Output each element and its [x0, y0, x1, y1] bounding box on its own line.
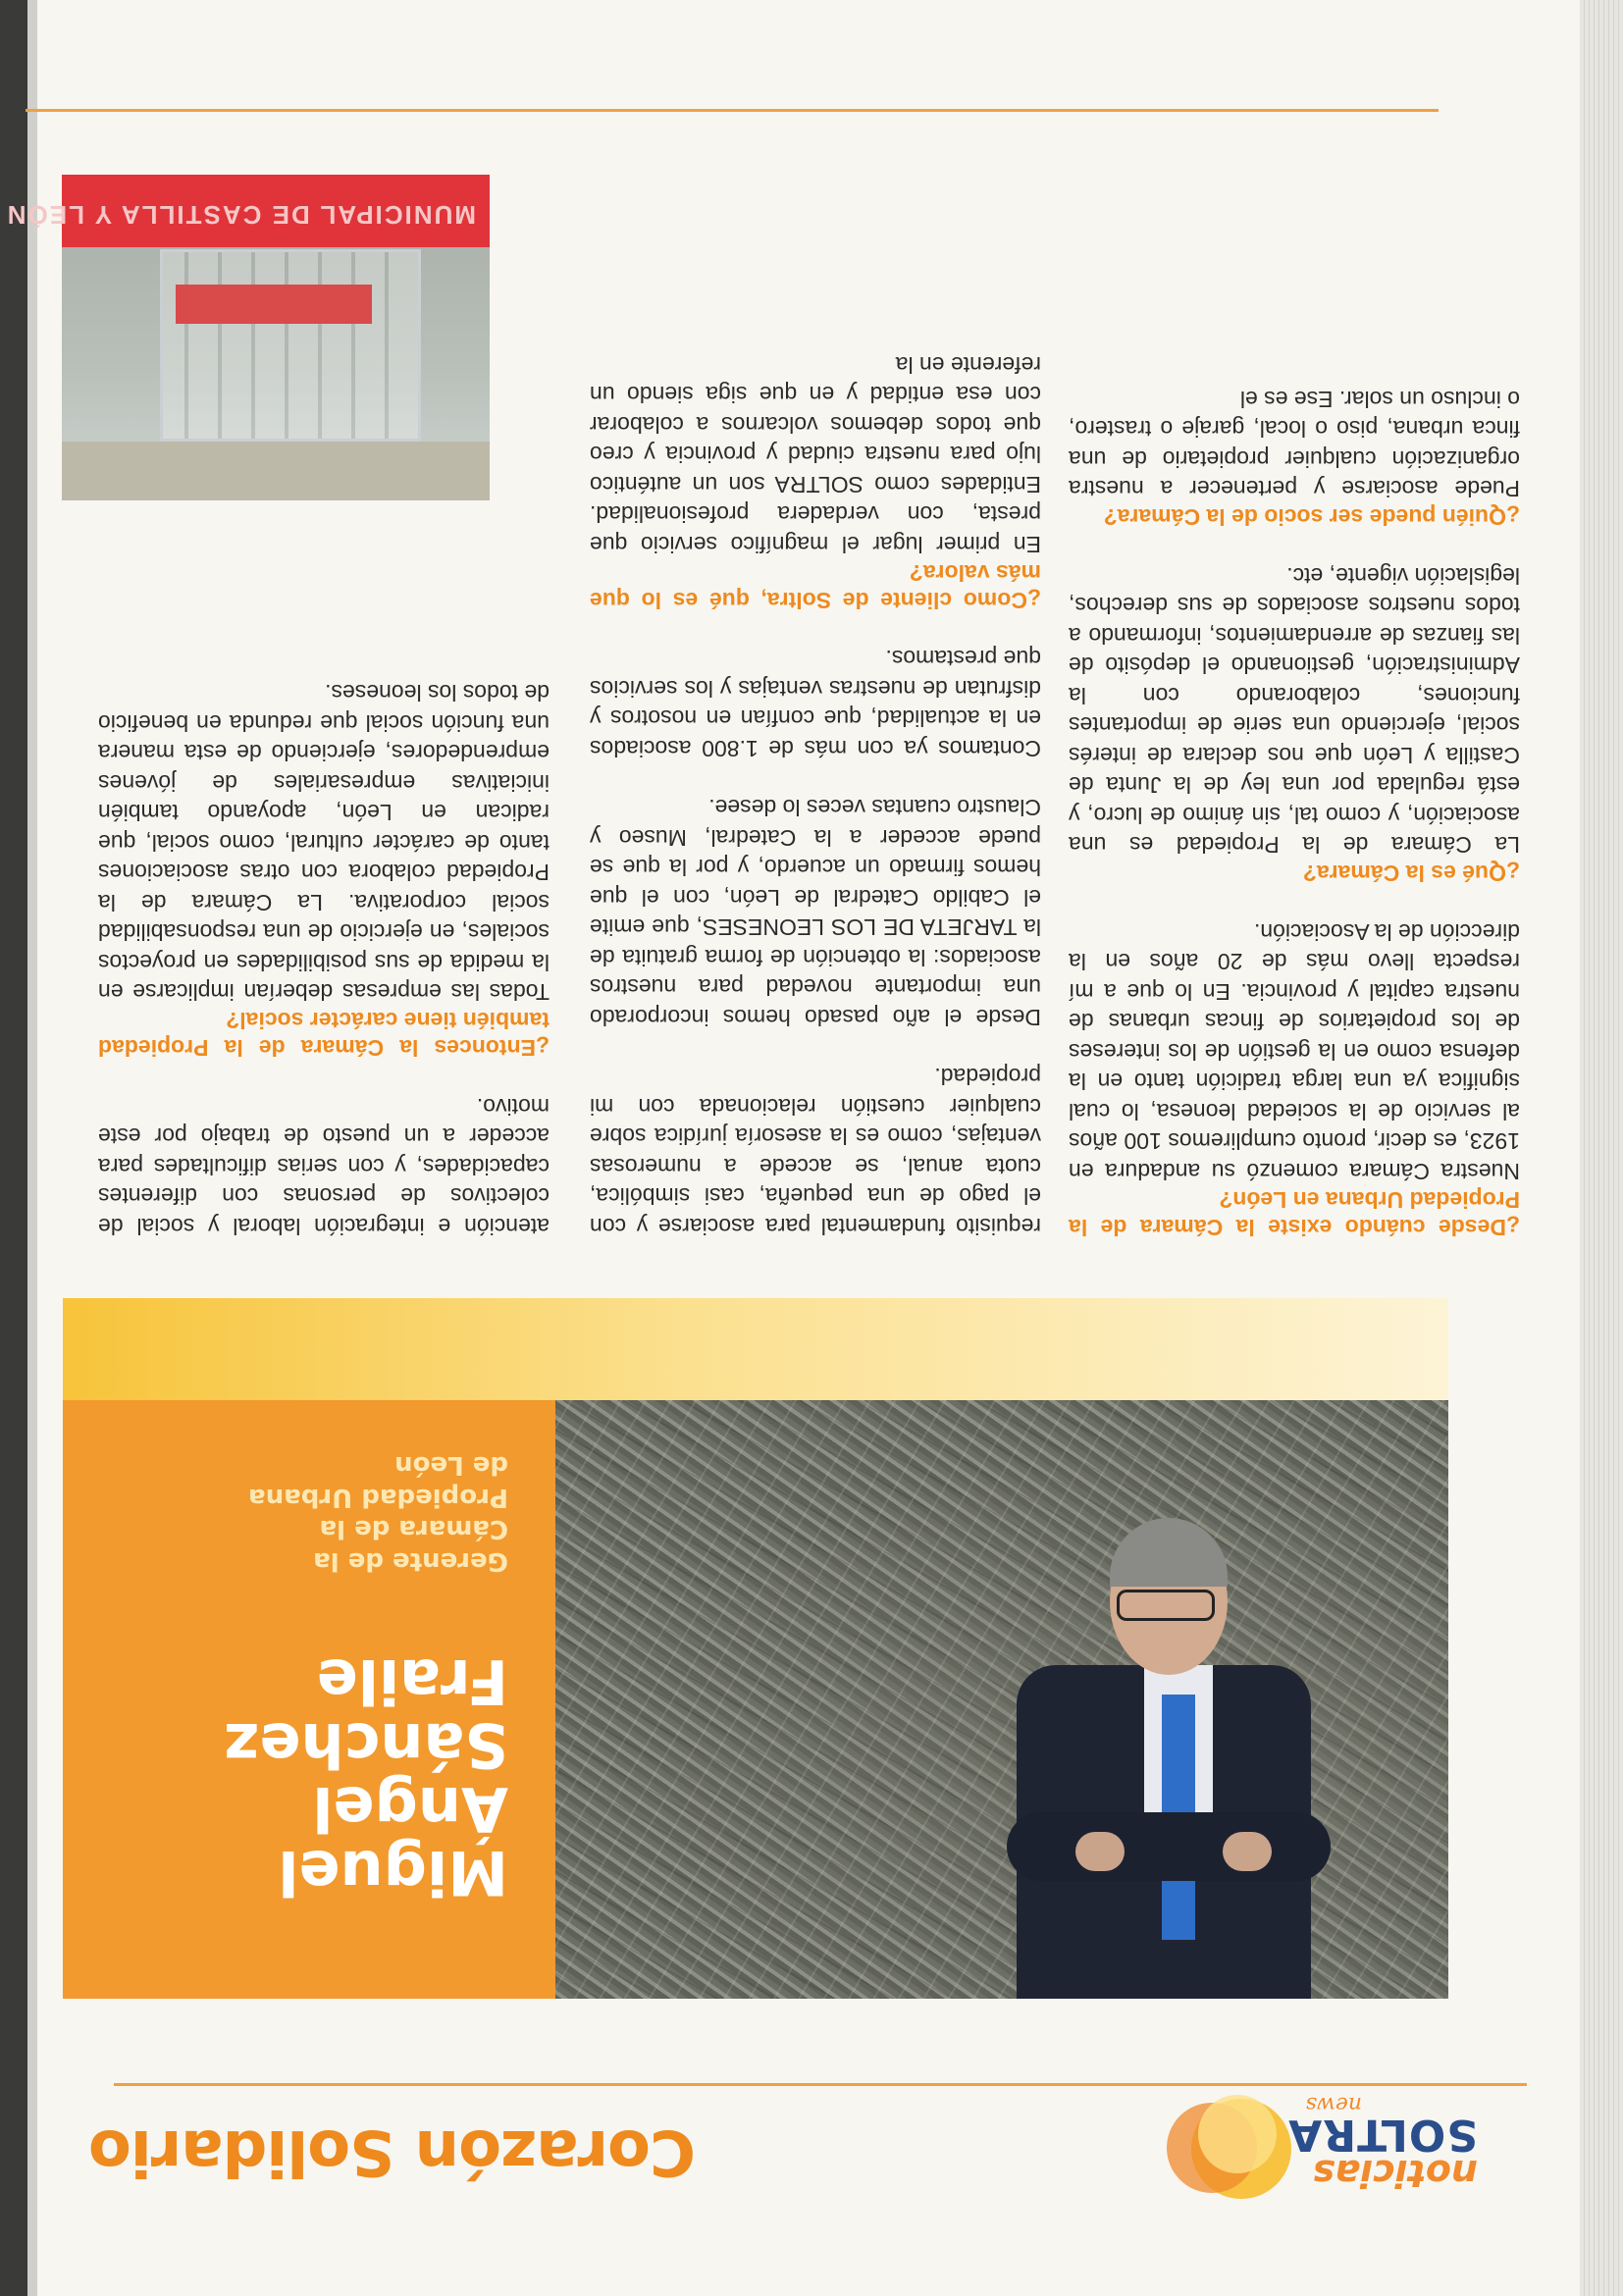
band-gradient-strip [63, 1298, 1448, 1400]
logo-text-sub: news [1305, 2092, 1362, 2116]
name-line: Ángel [312, 1772, 508, 1845]
answer-paragraph: Desde el año pasado hemos incorporado una importante novedad para nuestros asociados: la obtención de forma gratuita de la TARJETA DE LOS LEONESES, que emite el Cabildo Catedral de León, con el que hemos firmado un acuerdo, y por la que se puede acceder a la Catedral, Museo y Claustro cuantas veces lo desee. [590, 795, 1041, 1030]
name-panel [63, 1400, 555, 1999]
answer-paragraph: Nuestra Cámara comenzó su andadura en 1923, es decir, pronto cumpliremos 100 años al servicio de la sociedad leonesa, lo cual significa ya una larga tradición tanto en la defensa como en la gestión de los intereses de los propietarios de fincas urbanas de nuestra capital y provincia. En lo que a mí respecta llevo más de 20 años en la dirección de la Asociación. [1069, 919, 1520, 1184]
role-line: Cámara de la [319, 1514, 508, 1544]
interviewee-name [224, 1644, 508, 1908]
footer-rule [26, 109, 1439, 112]
photo-banner [5, 175, 490, 247]
glasses [1117, 1590, 1215, 1621]
photo-banner-text: MUNICIPAL DE CASTILLA Y LEÓN [5, 200, 476, 230]
page-stack-edge [1580, 0, 1623, 2296]
hair [1110, 1518, 1228, 1587]
photo-counter [176, 285, 372, 324]
hand-right [1075, 1832, 1125, 1871]
photo-glass-wall [160, 249, 421, 442]
logo-circle-light [1198, 2095, 1277, 2173]
answer-paragraph: La Cámara de la Propiedad es una asociación, y como tal, sin ánimo de lucro, y está regulada por una ley de la Junta de Castilla y León que nos declara de interés social, ejerciendo una serie de importantes funciones, colaborando con la Administración, gestionando el depósito de las fianzas de arrendamientos, informando a todos nuestros asociados de sus derechos, legislación vigente, etc. [1069, 563, 1520, 859]
crossed-arms [1007, 1812, 1331, 1881]
office-photo [5, 175, 490, 500]
binding-edge [0, 0, 27, 2296]
article-column-1 [1069, 355, 1520, 1242]
article-column-2 [590, 321, 1041, 1242]
logo-text-brand: SOLTRA [1287, 2110, 1478, 2160]
photo-floor [62, 442, 490, 500]
answer-paragraph: atención e integración laboral y social de colectivos de personas con diferentes capacidades, y con serias dificultades para acceder a un puesto de trabajo por este motivo. [98, 1094, 550, 1239]
question-heading: ¿Desde cuándo existe la Cámara de la Propiedad Urbana en León? [1069, 1187, 1520, 1240]
aerial-photo [555, 1400, 1448, 1999]
answer-paragraph: En primer lugar el magnífico servicio que presta, con verdadera profesionalidad. Entidades como SOLTRA son un auténtico lujo para nuestra ciudad y provincia y creo que todos debemos volcarnos a colaborar con esa entidad y en que siga siendo un referente en la [590, 352, 1041, 557]
answer-paragraph: Todas las empresas deberían implicarse en la medida de sus posibilidades en proyectos sociales, en ejercicio de una responsabilidad social corporativa. La Cámara de la Propiedad colabora con otras asociaciones tanto de carácter cultural, como social, que radican en León, apoyando también iniciativas empresariales de jóvenes emprendedores, ejerciendo de esta manera una función social que redunda en beneficio de todos los leoneses. [98, 680, 550, 1006]
question-heading: ¿Qué es la Cámara? [1302, 861, 1520, 887]
section-title: Corazón Solidario [88, 2115, 696, 2188]
role-line: de León [394, 1450, 508, 1481]
hand-left [1223, 1832, 1272, 1871]
logo-text-top: noticias [1312, 2152, 1478, 2195]
role-line: Gerente de la [313, 1546, 508, 1576]
question-heading: ¿Entonces la Cámara de la Propiedad también tiene carácter social? [98, 1008, 550, 1062]
question-heading: ¿Quién puede ser socio de la Cámara? [1103, 504, 1520, 531]
name-line: Fraile [316, 1644, 508, 1717]
portrait-person [1007, 1400, 1331, 1999]
role-line: Propiedad Urbana [248, 1483, 508, 1512]
answer-paragraph: Puede asociarse y pertenecer a nuestra organización cualquier propietario de una finca urbana, piso o local, garaje o trastero, o incluso un solar. Ese es el [1069, 387, 1520, 502]
answer-paragraph: Contamos ya con más de 1.800 asociados en la actualidad, que confían en nosotros y disfrutan de nuestras ventajas y los servicios que prestamos. [590, 646, 1041, 761]
question-heading: ¿Como cliente de Soltra, qué es lo que más valora? [590, 560, 1041, 613]
soltra-logo [1154, 2092, 1478, 2203]
binding-edge-light [27, 0, 37, 2296]
interviewee-role [248, 1449, 508, 1577]
answer-paragraph: requisito fundamental para asociarse y con el pago de una pequeña, casi simbólica, cuota anual, se accede a numerosas ventajas, como es la asesoría jurídica sobre cualquier cuestión relacionada con mi propiedad. [590, 1064, 1041, 1239]
name-line: Miguel [278, 1837, 508, 1908]
feature-band [63, 1298, 1448, 1999]
article-column-3 [98, 649, 550, 1241]
name-line: Sánchez [224, 1708, 508, 1781]
header-rule [114, 2083, 1527, 2086]
